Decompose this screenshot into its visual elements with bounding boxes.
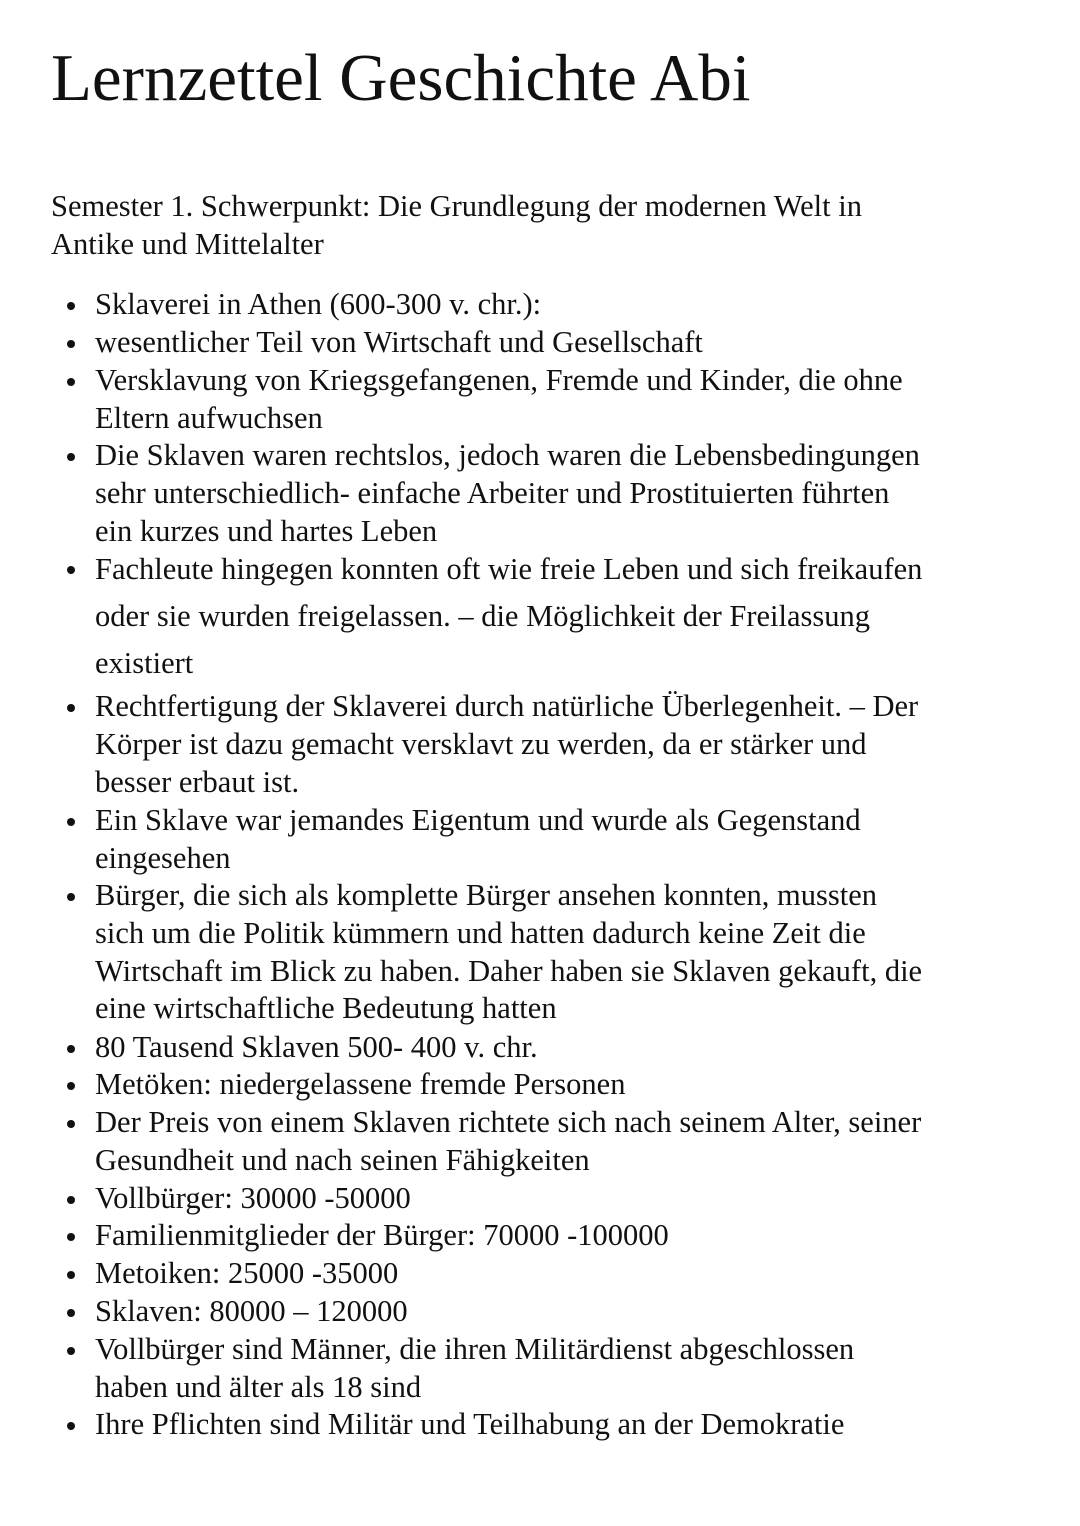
list-item-text: [95, 688, 918, 801]
text-line: eine wirtschaftliche Bedeutung hatten: [95, 991, 557, 1026]
text-line: Gesundheit und nach seinen Fähigkeiten: [95, 1142, 590, 1177]
list-item-text: [95, 362, 903, 438]
text-line: sich um die Politik kümmern und hatten dadurch keine Zeit die: [95, 915, 866, 950]
text-line: Die Sklaven waren rechtslos, jedoch waren die Lebensbedingungen: [95, 438, 920, 472]
text-line: existiert: [95, 646, 194, 680]
text-line: haben und älter als 18 sind: [95, 1369, 422, 1404]
text-line: Rechtfertigung der Sklaverei durch natürliche Überlegenheit. – Der: [95, 689, 919, 723]
page-title: Lernzettel Geschichte Abi: [51, 41, 751, 115]
text-line: Bürger, die sich als komplette Bürger ansehen konnten, mussten: [95, 878, 878, 912]
list-item-text: [95, 1180, 411, 1218]
text-line: Vollbürger sind Männer, die ihren Militärdienst abgeschlossen: [95, 1332, 855, 1366]
text-line: Sklaven: 80000 – 120000: [95, 1294, 408, 1328]
bullet-icon: [67, 340, 75, 348]
text-line: Eltern aufwuchsen: [95, 400, 323, 435]
text-line: Ihre Pflichten sind Militär und Teilhabung an der Demokratie: [95, 1407, 845, 1441]
text-line: Metöken: niedergelassene fremde Personen: [95, 1067, 626, 1101]
list-item-text: [95, 1104, 921, 1180]
bullet-icon: [67, 302, 75, 310]
subtitle-line: Semester 1. Schwerpunkt: Die Grundlegung der modernen Welt in: [51, 189, 862, 223]
text-line: eingesehen: [95, 840, 231, 875]
text-line: oder sie wurden freigelassen. – die Möglichkeit der Freilassung: [95, 599, 870, 633]
bullet-icon: [67, 1309, 75, 1317]
bullet-icon: [67, 893, 75, 901]
bullet-icon: [67, 818, 75, 826]
list-item-text: [95, 546, 922, 687]
bullet-icon: [67, 378, 75, 386]
text-line: ein kurzes und hartes Leben: [95, 513, 438, 548]
text-line: Wirtschaft im Blick zu haben. Daher haben sie Sklaven gekauft, die: [95, 953, 923, 988]
text-line: Ein Sklave war jemandes Eigentum und wurde als Gegenstand: [95, 803, 861, 837]
subtitle: [51, 188, 862, 263]
bullet-icon: [67, 1120, 75, 1128]
subtitle-line: Antike und Mittelalter: [51, 226, 324, 261]
bullet-icon: [67, 704, 75, 712]
bullet-icon: [67, 1045, 75, 1053]
list-item-text: [95, 324, 703, 362]
list-item-text: [95, 802, 861, 878]
text-line: Metoiken: 25000 -35000: [95, 1256, 399, 1290]
list-item-text: [95, 1406, 844, 1444]
text-line: sehr unterschiedlich- einfache Arbeiter und Prostituierten führten: [95, 475, 890, 510]
bullet-icon: [67, 566, 75, 574]
list-item-text: [95, 1255, 398, 1293]
list-item-text: [95, 1331, 854, 1407]
list-item-text: [95, 877, 922, 1028]
text-line: wesentlicher Teil von Wirtschaft und Gesellschaft: [95, 325, 703, 359]
text-line: besser erbaut ist.: [95, 764, 300, 799]
text-line: Versklavung von Kriegsgefangenen, Fremde und Kinder, die ohne: [95, 363, 903, 397]
bullet-icon: [67, 1233, 75, 1241]
bullet-icon: [67, 1422, 75, 1430]
list-item-text: [95, 1029, 538, 1067]
text-line: Vollbürger: 30000 -50000: [95, 1181, 411, 1215]
text-line: Fachleute hingegen konnten oft wie freie Leben und sich freikaufen: [95, 552, 923, 586]
bullet-icon: [67, 1347, 75, 1355]
list-item-text: [95, 286, 541, 324]
text-line: Der Preis von einem Sklaven richtete sich nach seinem Alter, seiner: [95, 1105, 922, 1139]
text-line: 80 Tausend Sklaven 500- 400 v. chr.: [95, 1030, 538, 1064]
list-item-text: [95, 437, 920, 550]
list-item-text: [95, 1293, 408, 1331]
bullet-icon: [67, 1271, 75, 1279]
list-item-text: [95, 1066, 625, 1104]
text-line: Sklaverei in Athen (600-300 v. chr.):: [95, 287, 542, 321]
text-line: Körper ist dazu gemacht versklavt zu werden, da er stärker und: [95, 726, 867, 761]
bullet-icon: [67, 453, 75, 461]
text-line: Familienmitglieder der Bürger: 70000 -100000: [95, 1218, 669, 1252]
bullet-icon: [67, 1082, 75, 1090]
list-item-text: [95, 1217, 669, 1255]
bullet-icon: [67, 1196, 75, 1204]
